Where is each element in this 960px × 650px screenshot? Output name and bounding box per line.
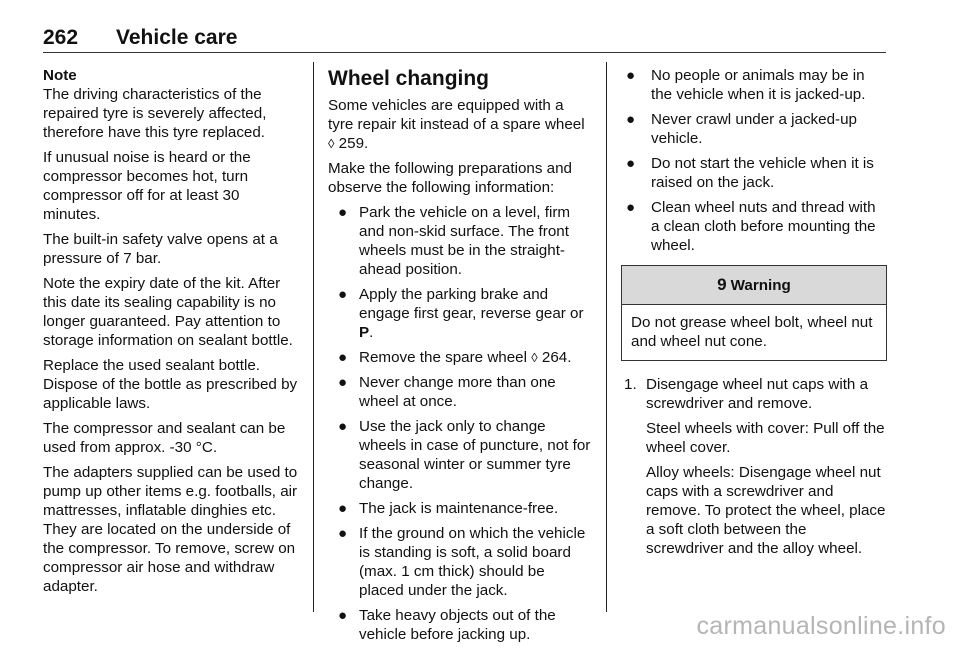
- list-item: [621, 66, 887, 104]
- warning-text: Do not grease wheel bolt, wheel nut and wheel nut cone.: [631, 314, 873, 350]
- column-1: [43, 66, 301, 602]
- list-item-text: No people or animals may be in the vehicle when it is jacked-up.: [651, 67, 866, 103]
- column-divider-2: [606, 62, 607, 612]
- list-item-text: Never crawl under a jacked-up vehicle.: [651, 111, 857, 147]
- list-item: [328, 348, 592, 367]
- list-item-text: Use the jack only to change wheels in case of puncture, not for seasonal winter or summer tyre change.: [359, 418, 591, 492]
- gear-p-label: P: [359, 324, 370, 341]
- step-alloy-wheels-text: Alloy wheels: Disengage wheel nut caps with a screwdriver and remove. To protect the wheel, place a soft cloth between the screwdriver and the alloy wheel.: [646, 464, 886, 557]
- list-item-text: Park the vehicle on a level, firm and non-skid surface. The front wheels must be in the straight-ahead position.: [359, 204, 571, 278]
- warning-box: [621, 265, 887, 361]
- page-number: 262: [43, 26, 79, 49]
- step-steel-wheels-text: Steel wheels with cover: Pull off the wheel cover.: [646, 420, 885, 456]
- adapters-paragraph: The adapters supplied can be used to pump up other items e.g. footballs, air mattresses, inflatable dinghies etc. They are located on the underside of the compressor. To remove, screw on compressor air hose and withdraw adapter.: [43, 464, 298, 595]
- section-title: Wheel changing: [328, 67, 490, 90]
- bullet-icon: ●: [338, 286, 348, 303]
- bullet-icon: ●: [626, 111, 636, 128]
- list-item: [328, 203, 592, 279]
- list-item: [328, 285, 592, 342]
- warning-header: [622, 266, 886, 305]
- expiry-paragraph: Note the expiry date of the kit. After this date its sealing capability is no longer guaranteed. Pay attention to storage information on sealant bottle.: [43, 275, 293, 349]
- list-item: [621, 110, 887, 148]
- bullet-icon: ●: [338, 374, 348, 391]
- safety-list: [621, 66, 887, 255]
- bullet-icon: ●: [626, 199, 636, 216]
- step-number: 1.: [624, 376, 637, 393]
- list-item-text: Never change more than one wheel at once.: [359, 374, 556, 410]
- preparations-paragraph: Make the following preparations and observe the following information:: [328, 160, 572, 196]
- list-item-text-end: .: [369, 324, 374, 341]
- bullet-icon: ●: [338, 607, 348, 624]
- intro-text: Some vehicles are equipped with a tyre repair kit instead of a spare wheel: [328, 97, 585, 133]
- bullet-icon: ●: [626, 67, 636, 84]
- bullet-icon: ●: [338, 204, 348, 221]
- note-paragraph: The driving characteristics of the repaired tyre is severely affected, therefore have this tyre replaced.: [43, 86, 267, 141]
- list-item-text: If the ground on which the vehicle is standing is soft, a solid board (max. 1 cm thick) should be placed under the jack.: [359, 525, 586, 599]
- list-item: [621, 154, 887, 192]
- list-item: [328, 606, 592, 644]
- bullet-icon: ●: [338, 525, 348, 542]
- list-item: [328, 417, 592, 493]
- page-header: [43, 26, 885, 52]
- list-item: [328, 499, 592, 518]
- list-item-text: Take heavy objects out of the vehicle before jacking up.: [359, 607, 556, 643]
- replace-bottle-paragraph: Replace the used sealant bottle. Dispose of the bottle as prescribed by applicable laws.: [43, 357, 298, 412]
- list-item-text: Remove the spare wheel: [359, 349, 532, 366]
- bullet-icon: ●: [338, 418, 348, 435]
- safety-valve-paragraph: The built-in safety valve opens at a pressure of 7 bar.: [43, 231, 278, 267]
- list-item-text: The jack is maintenance-free.: [359, 500, 559, 517]
- column-2: [328, 66, 592, 650]
- steps-list: [621, 375, 887, 558]
- page-ref-arrow-icon: ◊: [328, 136, 335, 151]
- note-label: Note: [43, 67, 77, 84]
- warning-icon: 9: [717, 275, 727, 294]
- list-item: [621, 198, 887, 255]
- list-item: [328, 373, 592, 411]
- column-divider-1: [313, 62, 314, 612]
- warning-title: Warning: [730, 277, 791, 294]
- bullet-icon: ●: [338, 349, 348, 366]
- header-rule: [43, 52, 886, 53]
- list-item-text: Apply the parking brake and engage first gear, reverse gear or: [359, 286, 584, 322]
- page-ref-arrow-icon: ◊: [531, 350, 538, 365]
- page-title: Vehicle care: [116, 26, 238, 49]
- page-reference-link[interactable]: 264.: [541, 349, 572, 366]
- list-item-text: Do not start the vehicle when it is raised on the jack.: [651, 155, 874, 191]
- temperature-paragraph: The compressor and sealant can be used from approx. -30 °C.: [43, 420, 286, 456]
- bullet-icon: ●: [338, 500, 348, 517]
- step-text: Disengage wheel nut caps with a screwdriver and remove.: [646, 376, 869, 412]
- column-3: [621, 66, 887, 564]
- page-reference-link[interactable]: 259.: [338, 135, 369, 152]
- list-item-text: Clean wheel nuts and thread with a clean cloth before mounting the wheel.: [651, 199, 876, 254]
- watermark-text: carmanualsonline.info: [696, 612, 946, 640]
- preparation-list: [328, 203, 592, 644]
- list-item: [328, 524, 592, 600]
- intro-paragraph: [328, 96, 592, 153]
- step-item: [621, 375, 887, 558]
- noise-paragraph: If unusual noise is heard or the compressor becomes hot, turn compressor off for at least 30 minutes.: [43, 149, 251, 223]
- bullet-icon: ●: [626, 155, 636, 172]
